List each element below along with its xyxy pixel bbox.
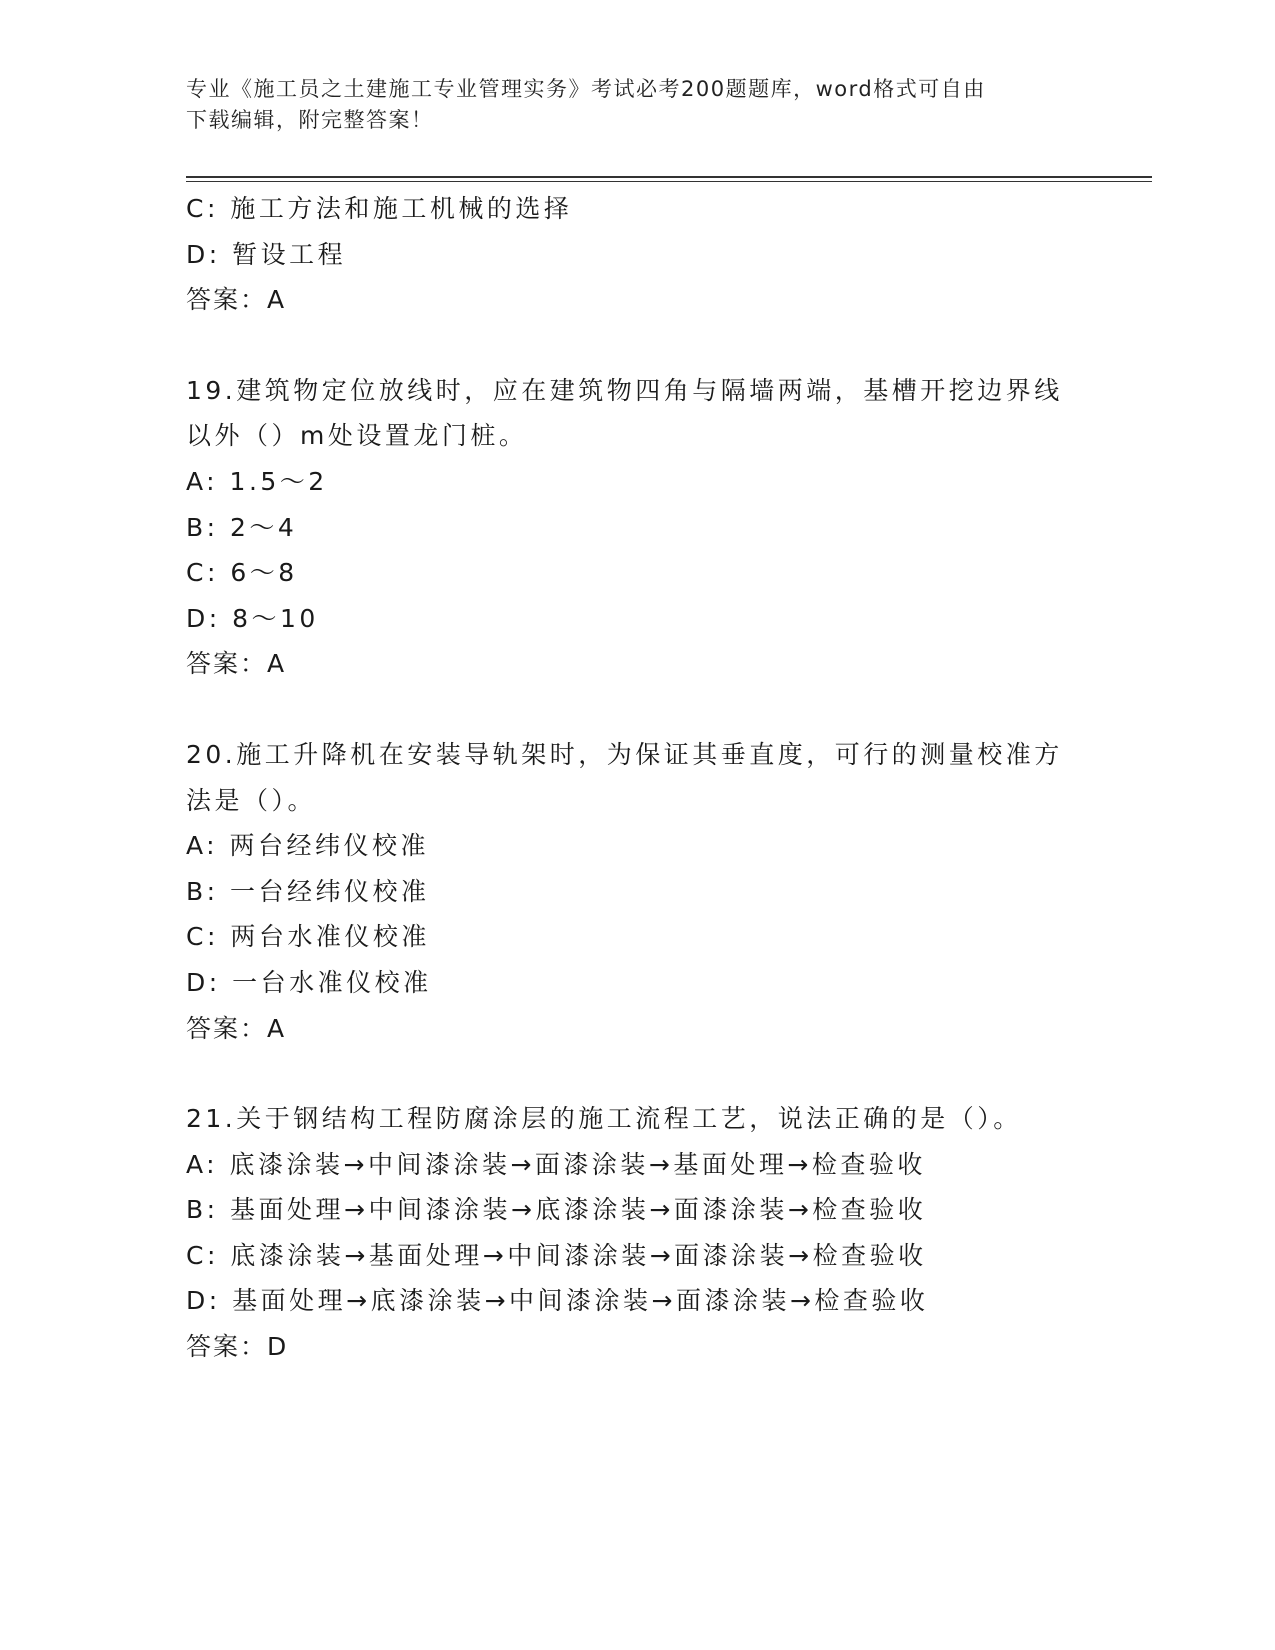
question-stem-line: 21.关于钢结构工程防腐涂层的施工流程工艺，说法正确的是（）。 <box>186 1104 1022 1134</box>
question-stem-line: 19.建筑物定位放线时，应在建筑物四角与隔墙两端，基槽开挖边界线 <box>186 375 1063 405</box>
option-d: D: 暂设工程 <box>186 239 347 269</box>
header-divider-thick <box>186 176 1152 178</box>
option-a: A: 两台经纬仪校准 <box>186 831 430 861</box>
question-stem-line: 20.施工升降机在安装导轨架时，为保证其垂直度，可行的测量校准方 <box>186 739 1063 769</box>
question-20 <box>186 732 1146 1051</box>
header-line-2: 下载编辑，附完整答案！ <box>186 108 434 132</box>
option-c: C: 两台水准仪校准 <box>186 922 430 952</box>
option-d: D: 基面处理→底漆涂装→中间漆涂装→面漆涂装→检查验收 <box>186 1286 929 1316</box>
option-b: B: 基面处理→中间漆涂装→底漆涂装→面漆涂装→检查验收 <box>186 1195 927 1225</box>
option-c: C: 6～8 <box>186 558 298 588</box>
question-19 <box>186 368 1146 687</box>
option-d: D: 一台水准仪校准 <box>186 967 432 997</box>
option-c: C: 施工方法和施工机械的选择 <box>186 194 573 223</box>
question-spacer <box>186 687 1146 732</box>
question-spacer <box>186 1051 1146 1096</box>
question-list <box>186 186 1146 1370</box>
option-c: C: 底漆涂装→基面处理→中间漆涂装→面漆涂装→检查验收 <box>186 1240 927 1270</box>
answer-line: 答案：D <box>186 1332 289 1362</box>
option-a: A: 1.5～2 <box>186 466 328 496</box>
question-spacer <box>186 323 1146 368</box>
option-b: B: 2～4 <box>186 512 298 542</box>
question-stem-line: 法是（）。 <box>186 785 317 815</box>
option-d: D: 8～10 <box>186 603 319 633</box>
answer-line: 答案：A <box>186 1013 287 1043</box>
header-divider-thin <box>186 181 1152 182</box>
document-header <box>186 74 1086 136</box>
question-stem-line: 以外（）m处设置龙门桩。 <box>186 421 528 451</box>
answer-line: 答案：A <box>186 285 287 315</box>
answer-line: 答案：A <box>186 649 287 679</box>
question-21 <box>186 1096 1146 1370</box>
option-b: B: 一台经纬仪校准 <box>186 876 430 906</box>
option-a: A: 底漆涂装→中间漆涂装→面漆涂装→基面处理→检查验收 <box>186 1149 926 1179</box>
header-line-1: 专业《施工员之土建施工专业管理实务》考试必考200题题库，word格式可自由 <box>186 77 986 101</box>
question-continuation <box>186 186 1146 323</box>
